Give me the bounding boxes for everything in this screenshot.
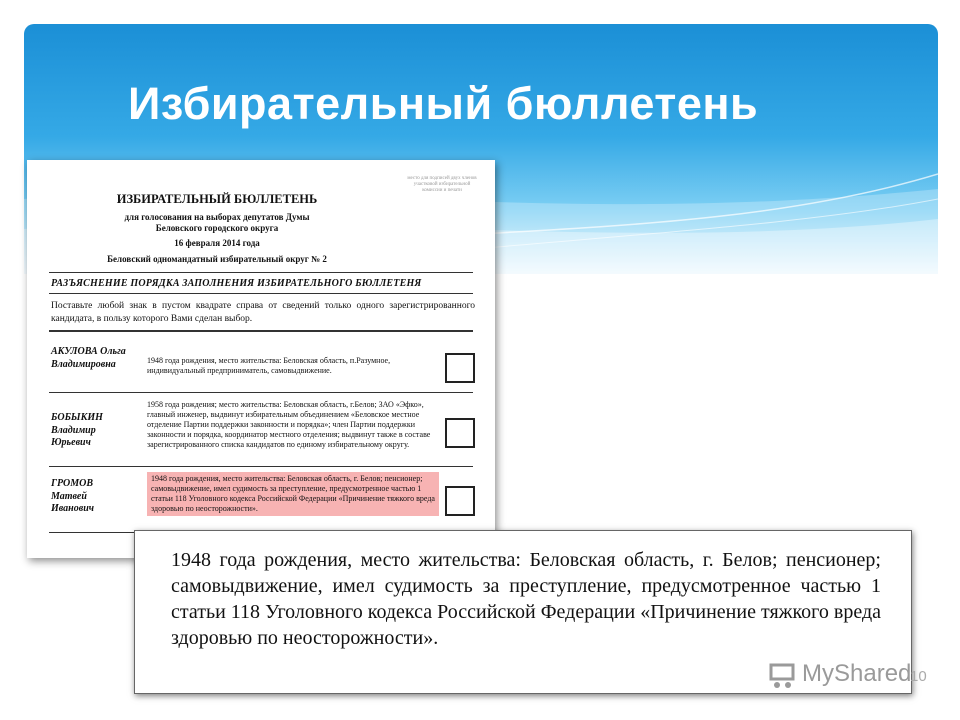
vote-checkbox[interactable] (445, 353, 475, 383)
cart-icon (768, 660, 798, 690)
candidate-info: 1958 года рождения; место жительства: Беловская область, г.Белов; ЗАО «Эфко», главный инженер, выдвинут избирательным объединением «Беловское местное отделение Партии поддержки законности и порядка»; член Партии поддержки законности и порядка, координатор местного отделения; выдвинут также в составе зарегистрированного списка кандидатов по единому избирательному округу. (147, 400, 431, 449)
divider (49, 272, 473, 273)
candidate-info-highlighted: 1948 года рождения, место жительства: Беловская область, г. Белов; пенсионер; самовыдвижение, имел судимость за преступление, предусмотренное частью 1 статьи 118 Уголовного кодекса Российской Федерации «Причинение тяжкого вреда здоровью по неосторожности». (147, 472, 439, 516)
ballot-title: ИЗБИРАТЕЛЬНЫЙ БЮЛЛЕТЕНЬ (116, 192, 318, 206)
divider (49, 293, 473, 294)
zoomed-excerpt-text: 1948 года рождения, место жительства: Беловская область, г. Белов; пенсионер; самовыдвижение, имел судимость за преступление, предусмотренное частью 1 статьи 118 Уголовного кодекса Российской Федерации «Причинение тяжкого вреда здоровью по неосторожности». (171, 549, 881, 649)
candidate-info: 1948 года рождения, место жительства: Беловская область, п.Разумное, индивидуальный предприниматель, самовыдвижение. (147, 356, 391, 375)
vote-checkbox[interactable] (445, 418, 475, 448)
ballot-subtitle: для голосования на выборах депутатов Думы Беловского городского округа (124, 212, 310, 233)
watermark-text: MyShared (802, 660, 912, 687)
divider (49, 392, 473, 393)
explanation-heading: РАЗЪЯСНЕНИЕ ПОРЯДКА ЗАПОЛНЕНИЯ ИЗБИРАТЕЛЬНОГО БЮЛЛЕТЕНЯ (51, 278, 422, 289)
candidate-name: ГРОМОВ Матвей Иванович (51, 478, 95, 514)
page-number: 10 (910, 668, 927, 685)
stamp-placeholder: место для подписей двух членов участковой избирательной комиссии и печати (407, 176, 477, 193)
candidate-name: АКУЛОВА Ольга Владимировна (51, 346, 126, 370)
divider (49, 330, 473, 332)
ballot-date: 16 февраля 2014 года (174, 238, 260, 248)
divider (49, 466, 473, 467)
explanation-text: Поставьте любой знак в пустом квадрате справа от сведений только одного зарегистрированного кандидата, в пользу которого Вами сделан выбор. (51, 301, 475, 324)
ballot-district: Беловский одномандатный избирательный округ № 2 (107, 254, 327, 264)
candidate-name: БОБЫКИН Владимир Юрьевич (51, 412, 103, 448)
ballot-image (27, 160, 495, 558)
vote-checkbox[interactable] (445, 486, 475, 516)
slide-title: Избирательный бюллетень (128, 78, 759, 129)
